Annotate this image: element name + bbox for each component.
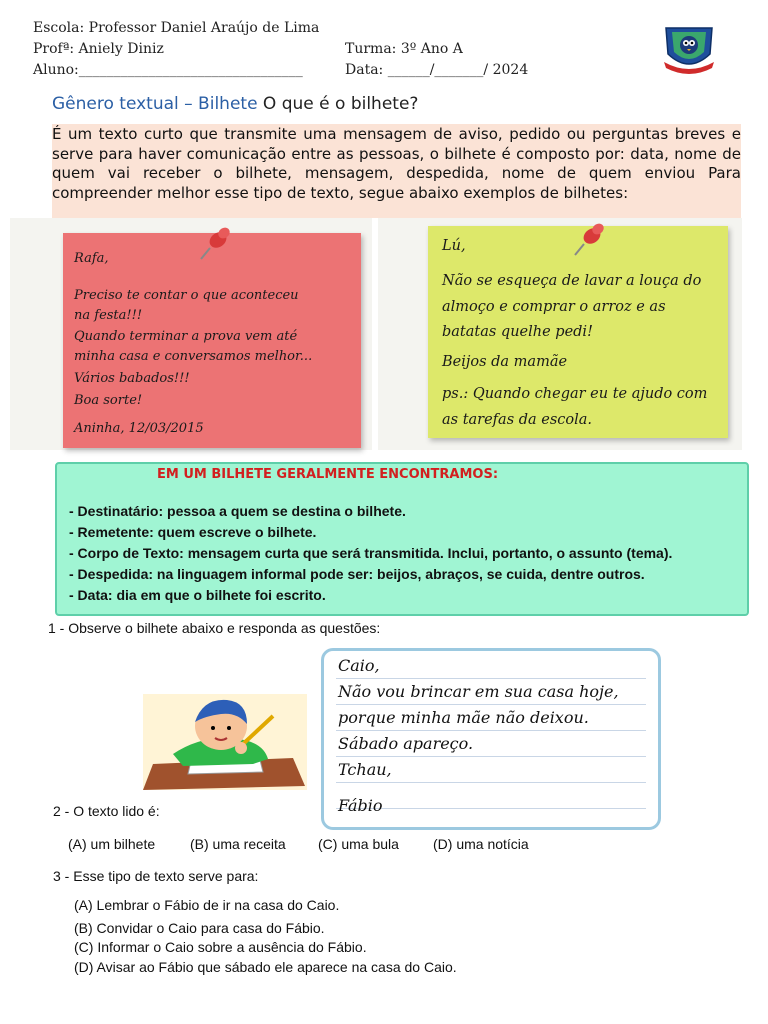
ruled-line (336, 730, 646, 731)
option-d[interactable]: (D) Avisar ao Fábio que sábado ele aparece na casa do Caio. (74, 959, 457, 975)
ruled-line (336, 678, 646, 679)
card-line: Tchau, (338, 760, 392, 779)
pink-note (63, 233, 361, 448)
genre-title: Gênero textual – Bilhete (52, 94, 258, 114)
note-line: Aninha, 12/03/2015 (74, 421, 204, 436)
option-a[interactable]: (A) Lembrar o Fábio de ir na casa do Caio. (74, 897, 340, 913)
option-c[interactable]: (C) Informar o Caio sobre a ausência do Fábio. (74, 939, 367, 955)
child-writing-illustration (143, 694, 307, 790)
card-line: porque minha mãe não deixou. (338, 708, 589, 727)
note-line: Rafa, (74, 251, 109, 266)
info-item: - Destinatário: pessoa a quem se destina o bilhete. (69, 503, 406, 519)
intro-box (52, 124, 741, 218)
option-c[interactable]: (C) uma bula (318, 836, 399, 852)
info-item: - Data: dia em que o bilhete foi escrito. (69, 587, 326, 603)
card-line: Não vou brincar em sua casa hoje, (338, 682, 619, 701)
note-line: minha casa e conversamos melhor... (74, 349, 313, 364)
bilhete-card (321, 648, 661, 830)
note-line: Vários babados!!! (74, 371, 190, 386)
card-line: Fábio (338, 796, 383, 815)
intro-text: É um texto curto que transmite uma mensagem de aviso, pedido ou perguntas breves e serve para haver comunicação entre as pessoas, o bilhete é composto por: data, nome de quem vai receber o bilhete, mensagem, despedida, nome de quem enviou Para compreender melhor esse tipo de texto, segue abaixo exemplos de bilhetes: (52, 125, 741, 202)
card-line: Caio, (338, 656, 380, 675)
title-question: O que é o bilhete? (257, 94, 419, 114)
ruled-line (336, 782, 646, 783)
note-line: Não se esqueça de lavar a louça do (442, 273, 702, 289)
note-line: Lú, (442, 238, 466, 254)
ruled-line (336, 756, 646, 757)
option-a[interactable]: (A) um bilhete (68, 836, 156, 852)
note-line: almoço e comprar o arroz e as (442, 299, 666, 315)
info-item: - Remetente: quem escreve o bilhete. (69, 524, 317, 540)
option-d[interactable]: (D) uma notícia (433, 836, 529, 852)
student-field: Aluno:________________________________ (33, 62, 303, 78)
note-line: Quando terminar a prova vem até (74, 329, 298, 344)
info-box (55, 462, 749, 616)
card-line: Sábado apareço. (338, 734, 474, 753)
question-2: 2 - O texto lido é: (53, 803, 160, 819)
note-line: Preciso te contar o que aconteceu (74, 288, 299, 303)
class-label: Turma: 3º Ano A (345, 41, 463, 57)
option-b[interactable]: (B) Convidar o Caio para casa do Fábio. (74, 920, 325, 936)
option-b[interactable]: (B) uma receita (190, 836, 286, 852)
info-item: - Corpo de Texto: mensagem curta que será transmitida. Inclui, portanto, o assunto (tema). (69, 545, 673, 561)
note-line: Beijos da mamãe (442, 354, 568, 370)
info-box-title: EM UM BILHETE GERALMENTE ENCONTRAMOS: (157, 467, 499, 482)
note-line: as tarefas da escola. (442, 412, 593, 428)
question-3: 3 - Esse tipo de texto serve para: (53, 868, 259, 884)
ruled-line (336, 704, 646, 705)
date-field: Data: ______/_______/ 2024 (345, 62, 529, 78)
note-line: Boa sorte! (74, 393, 143, 408)
question-1: 1 - Observe o bilhete abaixo e responda as questões: (48, 620, 381, 636)
push-pin-icon (570, 218, 610, 258)
note-line: ps.: Quando chegar eu te ajudo com (442, 386, 708, 402)
page-title (52, 94, 418, 114)
note-line: na festa!!! (74, 308, 143, 323)
teacher-name: Profª: Aniely Diniz (33, 41, 164, 57)
note-line: batatas quelhe pedi! (442, 324, 593, 340)
push-pin-icon (196, 222, 236, 262)
school-name: Escola: Professor Daniel Araújo de Lima (33, 20, 320, 36)
school-logo-icon (660, 22, 718, 76)
info-item: - Despedida: na linguagem informal pode ser: beijos, abraços, se cuida, dentre outros. (69, 566, 645, 582)
